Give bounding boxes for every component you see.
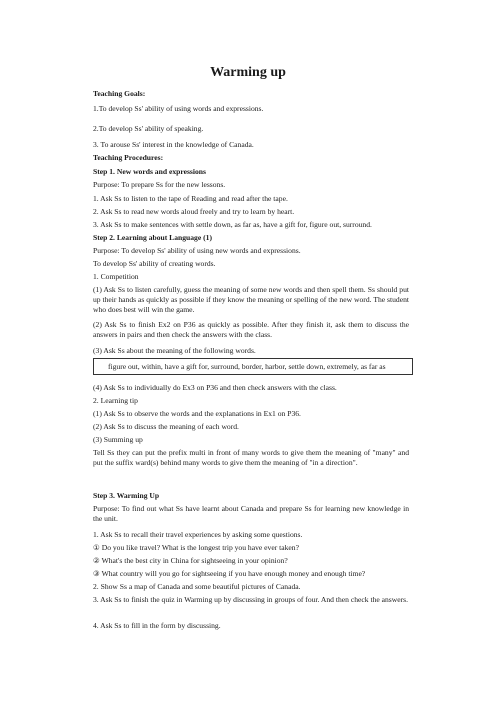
paragraph: (1) Ask Ss to listen carefully, guess the meaning of some new words and then spell them. Ss should put up their hands as quickly as possible if they know the meaning or spelling of the new word. The student who does best will win the game.	[93, 285, 409, 314]
paragraph-line: 1. Ask Ss to recall their travel experiences by asking some questions.	[93, 530, 303, 539]
paragraph: Tell Ss they can put the prefix multi in front of many words to give them the meaning of "many" and put the suffix ward(s) behind many words to give them the meaning of "in a direction".	[93, 448, 409, 467]
question-item: ③ What country will you go for sightseeing if you have enough money and enough time?	[93, 569, 366, 578]
paragraph-line: 2. Show Ss a map of Canada and some beautiful pictures of Canada.	[93, 582, 301, 591]
step-heading: Step 1. New words and expressions	[93, 167, 206, 176]
paragraph: Purpose: To find out what Ss have learnt about Canada and prepare Ss for learning new knowledge in the unit.	[93, 504, 409, 523]
section-heading-procedures: Teaching Procedures:	[93, 153, 164, 162]
paragraph-line: 4. Ask Ss to fill in the form by discussing.	[93, 621, 221, 630]
paragraph-line: To develop Ss' ability of creating words.	[93, 259, 216, 268]
paragraph-line: 1. Competition	[93, 272, 139, 281]
paragraph-line: (3) Ask Ss about the meaning of the following words.	[93, 346, 256, 355]
paragraph-line: 2. Ask Ss to read new words aloud freely and try to learn by heart.	[93, 207, 295, 216]
paragraph-line: (1) Ask Ss to observe the words and the explanations in Ex1 on P36.	[93, 409, 301, 418]
paragraph-line: (4) Ask Ss to individually do Ex3 on P36 and then check answers with the class.	[93, 383, 337, 392]
paragraph-line: Purpose: To develop Ss' ability of using new words and expressions.	[93, 246, 301, 255]
word-list: figure out, within, have a gift for, surround, border, harbor, settle down, extremely, as far as	[108, 362, 386, 371]
section-heading-goals: Teaching Goals:	[93, 89, 146, 98]
word-list-box	[93, 358, 413, 375]
step-heading: Step 2. Learning about Language (1)	[93, 233, 212, 242]
step-heading: Step 3. Warming Up	[93, 491, 160, 500]
paragraph: 3. Ask Ss to finish the quiz in Warming up by discussing in groups of four. And then check the answers.	[93, 595, 408, 604]
goal-item: 2.To develop Ss' ability of speaking.	[93, 124, 204, 133]
paragraph-line: Purpose: To prepare Ss for the new lessons.	[93, 180, 226, 189]
goal-item: 1.To develop Ss' ability of using words and expressions.	[93, 104, 264, 113]
paragraph-line: 1. Ask Ss to listen to the tape of Reading and read after the tape.	[93, 194, 288, 203]
paragraph-line: 2. Learning tip	[93, 396, 138, 405]
goal-item: 3. To arouse Ss' interest in the knowledge of Canada.	[93, 140, 254, 149]
paragraph-line: 3. Ask Ss to make sentences with settle down, as far as, have a gift for, figure out, surround.	[93, 220, 372, 229]
page-title: Warming up	[210, 65, 286, 80]
paragraph-line: (2) Ask Ss to discuss the meaning of each word.	[93, 422, 239, 431]
question-item: ② What's the best city in China for sightseeing in your opinion?	[93, 556, 288, 565]
paragraph-line: (3) Summing up	[93, 435, 143, 444]
question-item: ① Do you like travel? What is the longest trip you have ever taken?	[93, 543, 299, 552]
paragraph: (2) Ask Ss to finish Ex2 on P36 as quickly as possible. After they finish it, ask them to discuss the answers in pairs and then check the answers with the class.	[93, 320, 409, 339]
